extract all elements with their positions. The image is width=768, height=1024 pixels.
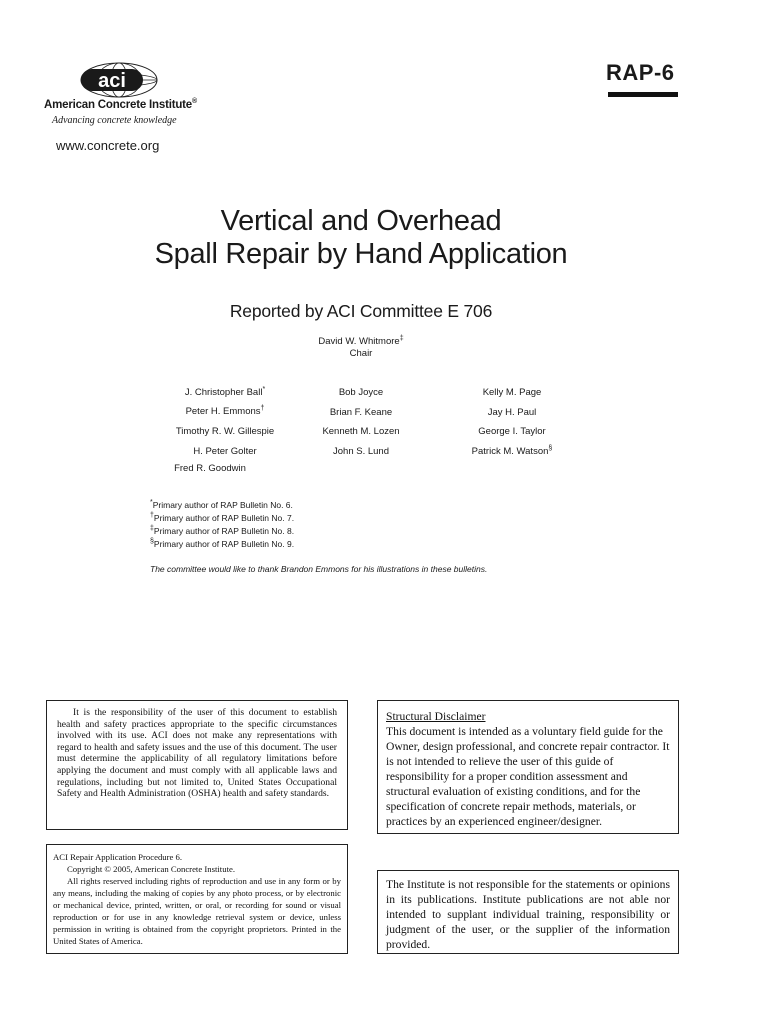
member-name: Kenneth M. Lozen [322, 426, 400, 437]
member-name: H. Peter Golter [193, 446, 257, 457]
member-name: Jay H. Paul [487, 407, 537, 418]
copyright-line: Copyright © 2005, American Concrete Institute. [67, 864, 236, 874]
chair-role: Chair [349, 348, 373, 359]
member-name: J. Christopher Ball* [184, 385, 266, 398]
reported-by: Reported by ACI Committee E 706 [229, 301, 493, 321]
footnote: ‡Primary author of RAP Bulletin No. 8. [150, 525, 295, 536]
procedure-line: ACI Repair Application Procedure 6. [53, 852, 183, 862]
rights-text: All rights reserved including rights of reproduction and use in any form or by any means, including the making of copies by any photo process, or by electronic or mechanical device, printed, written, or oral, or recording for sound or visual reproduction or for use in any knowledge retrieval system or device, unless permission in writing is obtained from the copyright proprietors. Printed in the United States of America. [53, 876, 341, 946]
structural-disclaimer [377, 700, 679, 834]
member-name: Patrick M. Watson§ [471, 444, 553, 457]
member-name: Fred R. Goodwin [174, 463, 246, 474]
member-name: Brian F. Keane [329, 407, 393, 418]
aci-logo [44, 58, 204, 130]
member-name: Kelly M. Page [482, 387, 542, 398]
member-name: Bob Joyce [338, 387, 384, 398]
disclaimer-heading: Structural Disclaimer [386, 710, 486, 723]
institute-notice: The Institute is not responsible for the statements or opinions in its publications. Institute publications are not able nor intended to supplant individual training, responsibility or judgment of the user, or the supplier of the information provided. [377, 870, 679, 954]
footnote: *Primary author of RAP Bulletin No. 6. [150, 499, 293, 510]
page-title-line2: Spall Repair by Hand Application [154, 238, 568, 270]
acknowledgment: The committee would like to thank Brandon Emmons for his illustrations in these bulletins. [150, 564, 488, 574]
copyright-notice [46, 844, 348, 954]
responsibility-notice: It is the responsibility of the user of this document to establish health and safety practices appropriate to the specific circumstances involved with its use. ACI does not make any representations with regard to health and safety issues and the use of this document. The user must determine the applicability of all regulatory limitations before applying the document and must comply with all applicable laws and regulations, including but not limited to, United States Occupational Safety and Health Administration (OSHA) health and safety standards. [46, 700, 348, 830]
website-link[interactable]: www.concrete.org [56, 138, 160, 153]
document-number-rule [608, 92, 678, 97]
svg-text:aci: aci [98, 70, 126, 92]
footnote: §Primary author of RAP Bulletin No. 9. [150, 538, 295, 549]
footnote: †Primary author of RAP Bulletin No. 7. [150, 512, 295, 523]
aci-globe-icon [78, 60, 160, 100]
chair-name: David W. Whitmore‡ [318, 334, 404, 347]
member-name: John S. Lund [333, 446, 389, 457]
tagline: Advancing concrete knowledge [52, 115, 177, 126]
document-number: RAP-6 [606, 60, 675, 85]
page-title-line1: Vertical and Overhead [220, 205, 502, 237]
organization-name: American Concrete Institute® [44, 98, 197, 111]
member-name: Peter H. Emmons† [185, 404, 265, 417]
member-name: Timothy R. W. Gillespie [175, 426, 275, 437]
disclaimer-body: This document is intended as a voluntary field guide for the Owner, design professional, and concrete repair contractor. It is not intended to relieve the user of this guide of responsibility for a proper condition assessment and structural evaluation of existing conditions, and for the specification of concrete repair methods, materials, or practices by an experienced engineer/designer. [386, 725, 670, 828]
member-name: George I. Taylor [478, 426, 546, 437]
